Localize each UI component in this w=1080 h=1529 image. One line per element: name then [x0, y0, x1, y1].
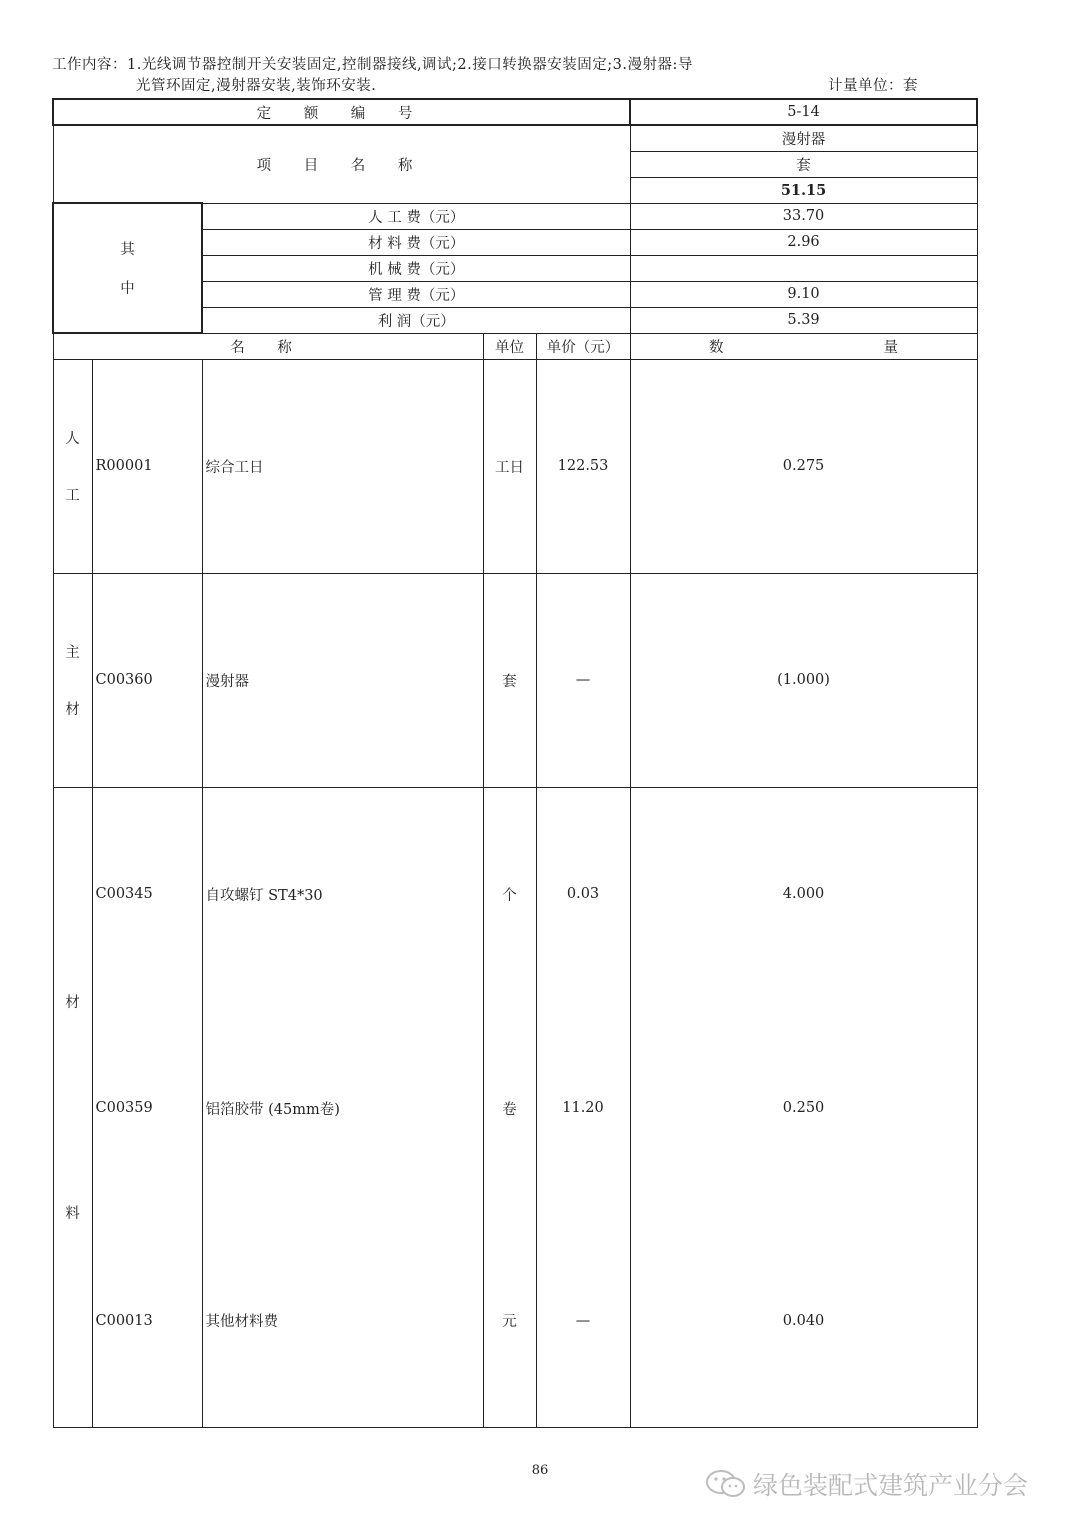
- group-char: 料: [65, 1206, 80, 1222]
- row-unit: 个: [483, 787, 536, 1001]
- watermark-text: 绿色装配式建筑产业分会: [753, 1471, 1029, 1500]
- row-price: —: [536, 573, 630, 787]
- group-char: 工: [65, 488, 80, 504]
- material-cost-value: 2.96: [630, 229, 977, 255]
- table-row: [53, 573, 977, 787]
- work-content-line-2: 光管环固定,漫射器安装,装饰环安装.: [136, 78, 377, 94]
- group-label-materials: [53, 787, 92, 1427]
- base-price-value: 51.15: [630, 177, 977, 203]
- measurement-unit-note: 计量单位：套: [828, 78, 918, 94]
- row-price: 122.53: [536, 359, 630, 573]
- row-price: 11.20: [536, 1001, 630, 1215]
- row-name: 自攻螺钉 ST4*30: [202, 787, 483, 1001]
- among-char-1: 其: [120, 242, 135, 258]
- work-content-line-1: 工作内容：1.光线调节器控制开关安装固定,控制器接线,调试;2.接口转换器安装固定;3.漫射器:导: [52, 57, 693, 73]
- table-row: [53, 1215, 977, 1427]
- row-name: 其他材料费: [202, 1215, 483, 1427]
- column-header-unit: 单位: [483, 333, 536, 359]
- column-header-quantity: [630, 333, 977, 359]
- row-quantity: 0.275: [630, 359, 977, 573]
- quota-code-value: 5-14: [630, 99, 977, 125]
- machine-cost-label: 机 械 费（元）: [202, 255, 630, 281]
- group-char: 材: [65, 702, 80, 718]
- row-code: C00345: [92, 787, 202, 1001]
- work-content: [52, 55, 812, 97]
- row-quantity: (1.000): [630, 573, 977, 787]
- row-price: 0.03: [536, 787, 630, 1001]
- profit-label: 利 润（元）: [202, 307, 630, 333]
- watermark: [705, 1466, 1028, 1502]
- row-quantity: 0.040: [630, 1215, 977, 1427]
- material-cost-label: 材 料 费（元）: [202, 229, 630, 255]
- row-unit: 套: [483, 573, 536, 787]
- row-price: —: [536, 1215, 630, 1427]
- row-name: 漫射器: [202, 573, 483, 787]
- management-cost-label: 管 理 费（元）: [202, 281, 630, 307]
- row-name: 综合工日: [202, 359, 483, 573]
- item-name-value: 漫射器: [630, 125, 977, 151]
- row-code: C00360: [92, 573, 202, 787]
- row-unit: 元: [483, 1215, 536, 1427]
- table-row: [53, 1001, 977, 1215]
- table-row: [53, 359, 977, 573]
- row-code: C00359: [92, 1001, 202, 1215]
- group-char: 人: [65, 431, 80, 447]
- labor-cost-label: 人 工 费（元）: [202, 203, 630, 229]
- row-unit: 工日: [483, 359, 536, 573]
- among-label: [53, 203, 202, 333]
- chat-bubble-icon: [705, 1468, 747, 1500]
- group-label-labor: [53, 359, 92, 573]
- machine-cost-value: [630, 255, 977, 281]
- row-quantity: 0.250: [630, 1001, 977, 1215]
- group-label-main-material: [53, 573, 92, 787]
- group-char: 材: [65, 995, 80, 1011]
- row-code: C00013: [92, 1215, 202, 1427]
- profit-value: 5.39: [630, 307, 977, 333]
- item-name-label: 项 目 名 称: [53, 125, 630, 203]
- row-name: 铝箔胶带 (45mm卷): [202, 1001, 483, 1215]
- column-header-price: 单价（元）: [536, 333, 630, 359]
- management-cost-value: 9.10: [630, 281, 977, 307]
- row-unit: 卷: [483, 1001, 536, 1215]
- column-header-name: 名 称: [53, 333, 483, 359]
- group-char: 主: [65, 645, 80, 661]
- quota-table: [52, 98, 978, 1428]
- quota-code-label: 定 额 编 号: [53, 99, 630, 125]
- item-unit-value: 套: [630, 151, 977, 177]
- row-code: R00001: [92, 359, 202, 573]
- among-char-2: 中: [120, 281, 135, 297]
- row-quantity: 4.000: [630, 787, 977, 1001]
- column-header-quantity-1: 数: [709, 339, 724, 356]
- page-number: 86: [531, 1463, 549, 1478]
- labor-cost-value: 33.70: [630, 203, 977, 229]
- column-header-quantity-2: 量: [883, 339, 899, 356]
- table-row: [53, 787, 977, 1001]
